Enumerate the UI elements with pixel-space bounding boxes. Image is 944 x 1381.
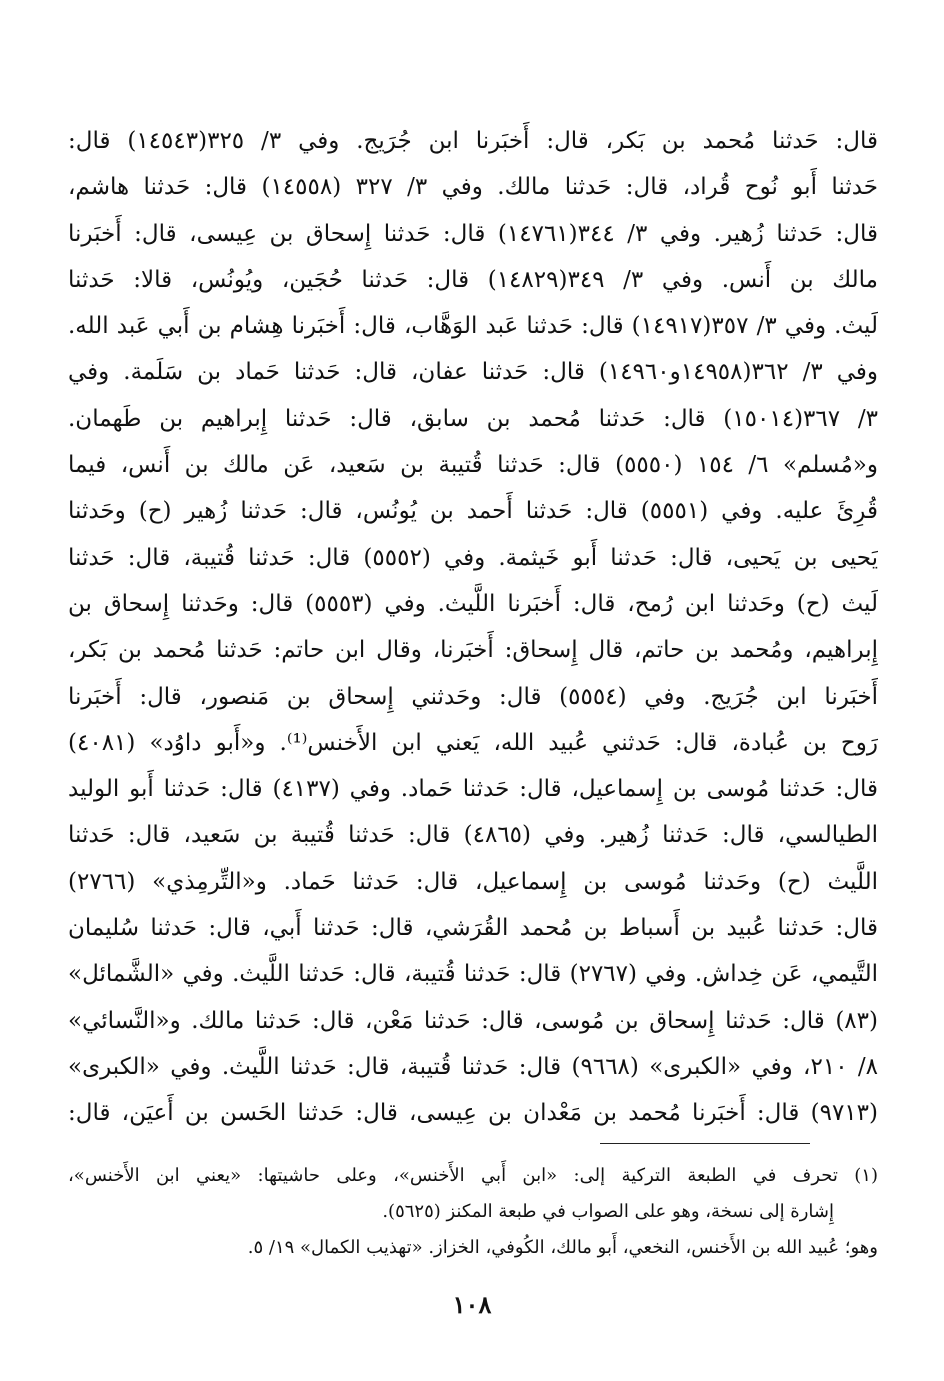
text-line: مالك بن أَنس. وفي ٣/ ٣٤٩(١٤٨٢٩) قال: حَدثنا حُجَين، ويُونُس، قالا: حَدثنا [68, 266, 878, 293]
footnote-line: (١) تحرف في الطبعة التركية إلى: «ابن أَبي الأَخنس»، وعلى حاشيتها: «يعني ابن الأَخنس»، [68, 1165, 878, 1186]
text-line: وفي ٣/ ٣٦٢(١٤٩٥٨و١٤٩٦٠) قال: حَدثنا عفان، قال: حَدثنا حَماد بن سَلَمة. وفي [68, 359, 878, 386]
text-line: رَوح بن عُبادة، قال: حَدثني عُبيد الله، يَعني ابن الأَخنس⁽¹⁾. و«أَبو داوُد» (٤٠٨١) [68, 729, 878, 756]
footnote-line: إِشارة إلى نسخة، وهو على الصواب في طبعة المكنز (٥٦٢٥). [382, 1201, 834, 1222]
page-number: ١٠٨ [452, 1290, 492, 1319]
text-line: قُرِئَ عليه. وفي (٥٥٥١) قال: حَدثنا أَحمد بن يُونُس، قال: حَدثنا زُهير (ح) وحَدثنا [68, 498, 878, 525]
text-line: ٨/ ٢١٠، وفي «الكبرى» (٩٦٦٨) قال: حَدثنا قُتيبة، قال: حَدثنا اللَّيث. وفي «الكبرى» [68, 1053, 878, 1080]
text-line: قال: حَدثنا مُوسى بن إِسماعيل، قال: حَدثنا حَماد. وفي (٤١٣٧) قال: حَدثنا أَبو الوليد [68, 776, 878, 803]
text-line: ٣/ ٣٦٧(١٥٠١٤) قال: حَدثنا مُحمد بن سابق، قال: حَدثنا إِبراهيم بن طَهمان. [68, 405, 878, 432]
text-line: لَيث. وفي ٣/ ٣٥٧(١٤٩١٧) قال: حَدثنا عَبد الوَهَّاب، قال: أَخبَرنا هِشام بن أَبي عَبد الله. [68, 313, 878, 340]
text-line: أَخبَرنا ابن جُرَيج. وفي (٥٥٥٤) قال: وحَدثني إِسحاق بن مَنصور، قال: أَخبَرنا [68, 683, 878, 710]
footnote-separator [600, 1143, 810, 1144]
text-line: قال: حَدثنا عُبيد بن أَسباط بن مُحمد القُرَشي، قال: حَدثنا أَبي، قال: حَدثنا سُليمان [68, 915, 878, 942]
main-text-block [68, 118, 878, 1137]
text-line: قال: حَدثنا زُهير. وفي ٣/ ٣٤٤(١٤٧٦١) قال: حَدثنا إِسحاق بن عِيسى، قال: أَخبَرنا [68, 220, 878, 247]
text-line: التَّيمي، عَن خِداش. وفي (٢٧٦٧) قال: حَدثنا قُتيبة، قال: حَدثنا اللَّيث. وفي «الشَّمائل» [68, 961, 878, 988]
text-line: اللَّيث (ح) وحَدثنا مُوسى بن إِسماعيل، قال: حَدثنا حَماد. و«التِّرمِذي» (٢٧٦٦) [68, 868, 878, 895]
text-line: قال: حَدثنا مُحمد بن بَكر، قال: أَخبَرنا ابن جُرَيج. وفي ٣/ ٣٢٥(١٤٥٤٣) قال: [68, 128, 878, 154]
text-line: الطيالسي، قال: حَدثنا زُهير. وفي (٤٨٦٥) قال: حَدثنا قُتيبة بن سَعيد، قال: حَدثنا [68, 822, 878, 849]
footnotes [68, 1158, 878, 1266]
text-line: (٩٧١٣) قال: أَخبَرنا مُحمد بن مَعْدان بن عِيسى، قال: حَدثنا الحَسن بن أَعيَن، قال: [68, 1100, 878, 1127]
footnote-line: وهو؛ عُبيد الله بن الأَخنس، النخعي، أَبو مالك، الكُوفي، الخزاز. «تهذيب الكمال» ١٩/ ٥. [247, 1237, 878, 1258]
text-line: إِبراهيم، ومُحمد بن حاتم، قال إِسحاق: أَخبَرنا، وقال ابن حاتم: حَدثنا مُحمد بن بَكر، [68, 637, 878, 664]
text-line: و«مُسلم» ٦/ ١٥٤ (٥٥٥٠) قال: حَدثنا قُتيبة بن سَعيد، عَن مالك بن أَنس، فيما [68, 452, 878, 479]
text-line: حَدثنا أَبو نُوح قُراد، قال: حَدثنا مالك. وفي ٣/ ٣٢٧ (١٤٥٥٨) قال: حَدثنا هاشم، [68, 174, 878, 201]
text-line: يَحيى بن يَحيى، قال: حَدثنا أَبو خَيثمة. وفي (٥٥٥٢) قال: حَدثنا قُتيبة، قال: حَدثنا [68, 544, 878, 571]
text-line: (٨٣) قال: حَدثنا إِسحاق بن مُوسى، قال: حَدثنا مَعْن، قال: حَدثنا مالك. و«النَّسائي» [68, 1007, 878, 1034]
text-line: لَيث (ح) وحَدثنا ابن رُمح، قال: أَخبَرنا اللَّيث. وفي (٥٥٥٣) قال: وحَدثنا إِسحاق بن [68, 590, 878, 617]
